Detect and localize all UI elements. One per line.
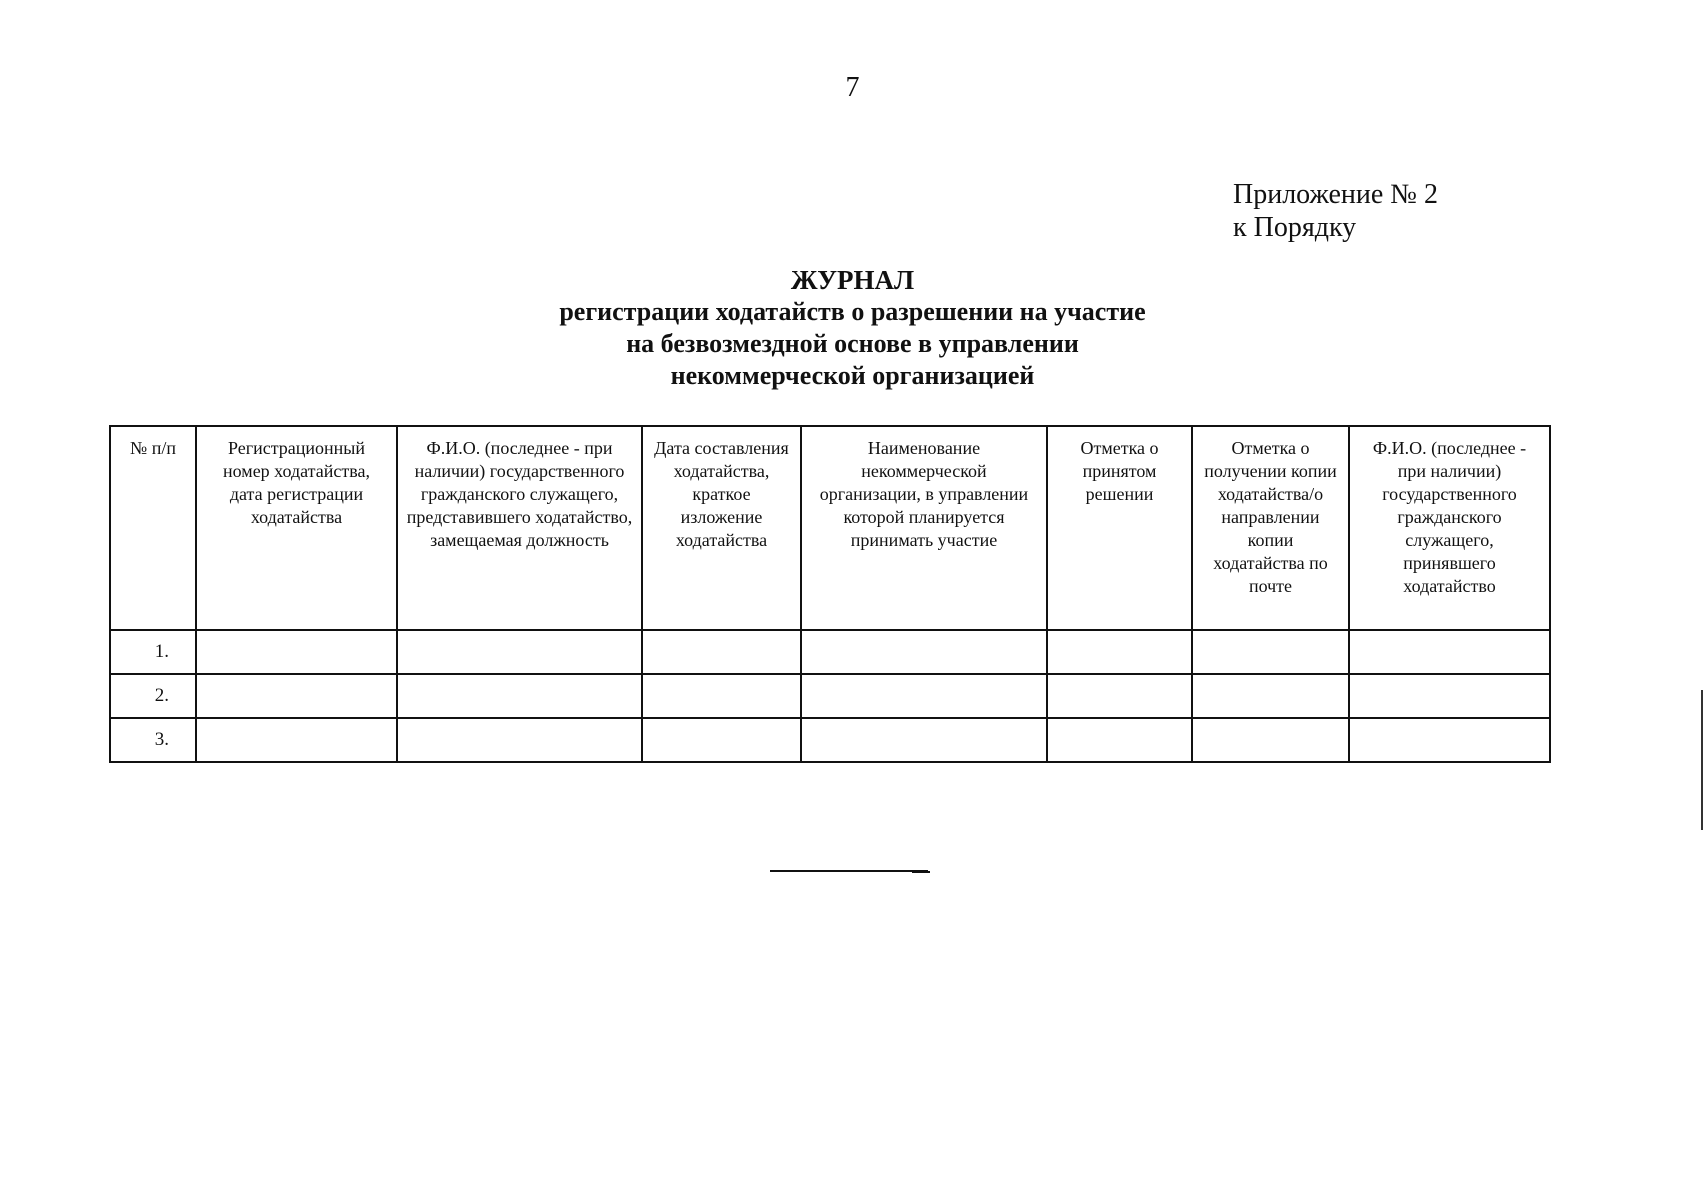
header-cell-number: № п/п xyxy=(110,426,196,630)
row-number: 3. xyxy=(110,718,196,762)
table-cell xyxy=(801,718,1047,762)
appendix-line-2: к Порядку xyxy=(1233,212,1357,243)
title-line-2: на безвозмездной основе в управлении xyxy=(626,329,1079,358)
page-number: 7 xyxy=(845,72,860,103)
header-cell-receiver: Ф.И.О. (последнее - при наличии) государственного гражданского служащего, принявшего ходатайство xyxy=(1349,426,1550,630)
table-cell xyxy=(1047,674,1192,718)
header-cell-date: Дата составления ходатайства, краткое изложение ходатайства xyxy=(642,426,801,630)
table-cell xyxy=(1349,718,1550,762)
header-row xyxy=(110,426,1550,630)
table-cell xyxy=(801,630,1047,674)
table-cell xyxy=(196,718,397,762)
table-cell xyxy=(397,630,642,674)
table-cell xyxy=(1047,630,1192,674)
table-cell xyxy=(1047,718,1192,762)
document-title xyxy=(0,264,1705,392)
table-cell xyxy=(801,674,1047,718)
table-cell xyxy=(642,718,801,762)
table-cell xyxy=(196,674,397,718)
table-cell xyxy=(1349,674,1550,718)
title-line-3: некоммерческой организацией xyxy=(670,361,1035,390)
row-number: 2. xyxy=(110,674,196,718)
table-cell xyxy=(397,718,642,762)
appendix-reference xyxy=(1233,178,1438,244)
header-cell-registration: Регистрационный номер ходатайства, дата регистрации ходатайства xyxy=(196,426,397,630)
header-cell-decision: Отметка о принятом решении xyxy=(1047,426,1192,630)
table-cell xyxy=(397,674,642,718)
table-row xyxy=(110,674,1550,718)
appendix-line-1: Приложение № 2 xyxy=(1233,179,1438,210)
title-line-1: регистрации ходатайств о разрешении на участие xyxy=(559,297,1146,326)
table-cell xyxy=(1349,630,1550,674)
table-cell xyxy=(1192,674,1349,718)
table-cell xyxy=(1192,630,1349,674)
title-main: ЖУРНАЛ xyxy=(790,265,915,295)
header-cell-copy: Отметка о получении копии ходатайства/о направлении копии ходатайства по почте xyxy=(1192,426,1349,630)
end-divider-tick xyxy=(912,871,930,873)
end-of-document-divider xyxy=(770,870,928,872)
table-cell xyxy=(196,630,397,674)
header-cell-applicant: Ф.И.О. (последнее - при наличии) государственного гражданского служащего, представившего ходатайство, замещаемая должность xyxy=(397,426,642,630)
table-cell xyxy=(642,630,801,674)
scan-edge-line xyxy=(1701,690,1703,830)
table-cell xyxy=(642,674,801,718)
table-row xyxy=(110,630,1550,674)
row-number: 1. xyxy=(110,630,196,674)
table-cell xyxy=(1192,718,1349,762)
table-row xyxy=(110,718,1550,762)
journal-table xyxy=(109,425,1551,763)
header-cell-organization: Наименование некоммерческой организации, в управлении которой планируется принимать участие xyxy=(801,426,1047,630)
